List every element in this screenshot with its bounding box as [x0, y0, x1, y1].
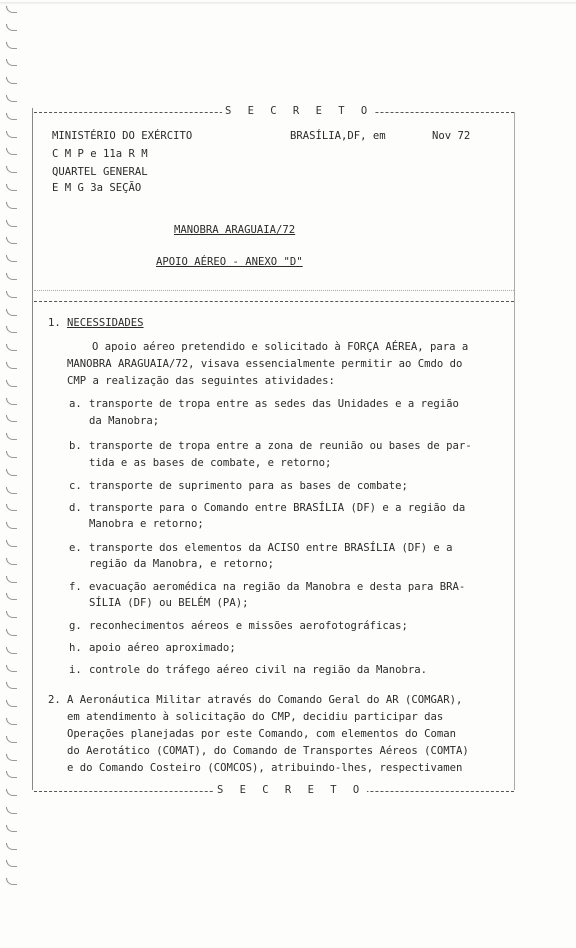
binder-hole: [6, 291, 17, 298]
binder-hole: [6, 682, 17, 689]
date-month: Nov 72: [432, 130, 471, 142]
header-line-1: MINISTÉRIO DO EXÉRCITO: [52, 130, 193, 142]
binder-hole: [6, 380, 17, 387]
item-letter: a.: [69, 398, 82, 410]
binder-hole: [6, 309, 17, 316]
item-text: reconhecimentos aéreos e missões aerofotográficas;: [89, 620, 408, 632]
binder-hole: [6, 42, 17, 49]
item-text: transporte de tropa entre a zona de reunião ou bases de par-: [89, 440, 472, 452]
binder-hole: [6, 647, 17, 654]
binder-hole: [6, 131, 17, 138]
section1-intro-line: MANOBRA ARAGUAIA/72, visava essencialmente permitir ao Cmdo do: [67, 358, 463, 370]
section2-number: 2.: [48, 694, 61, 706]
binder-hole: [6, 398, 17, 405]
binder-hole: [6, 843, 17, 850]
section1-intro-line: CMP a realização das seguintes atividades:: [67, 375, 335, 387]
binder-hole: [6, 184, 17, 191]
binder-hole: [6, 237, 17, 244]
item-letter: f.: [69, 581, 82, 593]
header-line-2: C M P e 11a R M: [52, 148, 148, 160]
place-date: BRASÍLIA,DF, em: [290, 130, 386, 142]
binder-hole: [6, 825, 17, 832]
binder-hole: [6, 718, 17, 725]
binder-hole: [6, 113, 17, 120]
section1-heading: NECESSIDADES: [67, 317, 144, 329]
binder-hole: [6, 469, 17, 476]
binder-hole: [6, 415, 17, 422]
item-letter: b.: [69, 440, 82, 452]
binder-hole: [6, 273, 17, 280]
document-title: MANOBRA ARAGUAIA/72: [174, 224, 296, 236]
item-text: tida e as bases de combate, e retorno;: [89, 457, 332, 469]
binder-hole: [6, 255, 17, 262]
separator-dotted: [34, 290, 514, 291]
binder-hole: [6, 558, 17, 565]
binder-hole: [6, 593, 17, 600]
binder-holes: [6, 6, 20, 906]
bottom-classification-stamp: S E C R E T O: [214, 784, 367, 796]
binder-hole: [6, 629, 17, 636]
frame-left-rule: [32, 108, 33, 790]
binder-hole: [6, 522, 17, 529]
binder-hole: [6, 665, 17, 672]
item-text: da Manobra;: [89, 415, 160, 427]
binder-hole: [6, 166, 17, 173]
binder-hole: [6, 24, 17, 31]
binder-hole: [6, 59, 17, 66]
binder-hole: [6, 540, 17, 547]
header-line-4: E M G 3a SEÇÃO: [52, 182, 142, 194]
section2-line: do Aerotático (COMAT), do Comando de Transportes Aéreos (COMTA): [67, 745, 469, 757]
item-text: transporte dos elementos da ACISO entre BRASÍLIA (DF) e a: [89, 542, 453, 554]
binder-hole: [6, 754, 17, 761]
section2-line: em atendimento à solicitação do CMP, decidiu participar das: [67, 711, 444, 723]
binder-hole: [6, 487, 17, 494]
binder-hole: [6, 344, 17, 351]
section2-line: A Aeronáutica Militar através do Comando Geral do AR (COMGAR),: [67, 694, 463, 706]
item-text: transporte de tropa entre as sedes das Unidades e a região: [89, 398, 459, 410]
item-letter: g.: [69, 620, 82, 632]
binder-hole: [6, 807, 17, 814]
section1-number: 1.: [48, 317, 61, 329]
section2-line: Operações planejadas por este Comando, com elementos do Coman: [67, 728, 457, 740]
item-text: transporte de suprimento para as bases de combate;: [89, 480, 408, 492]
binder-hole: [6, 860, 17, 867]
section2-line: e do Comando Costeiro (COMCOS), atribuindo-lhes, respectivamen: [67, 762, 463, 774]
binder-hole: [6, 148, 17, 155]
binder-hole: [6, 202, 17, 209]
item-letter: h.: [69, 642, 82, 654]
item-text: região da Manobra, e retorno;: [89, 558, 274, 570]
binder-hole: [6, 736, 17, 743]
separator-rule: [34, 301, 514, 302]
binder-hole: [6, 504, 17, 511]
document-subtitle: APOIO AÉREO - ANEXO "D": [156, 256, 303, 268]
item-text: evacuação aeromédica na região da Manobra e desta para BRA-: [89, 581, 466, 593]
binder-hole: [6, 771, 17, 778]
binder-hole: [6, 576, 17, 583]
binder-hole: [6, 878, 17, 885]
binder-hole: [6, 326, 17, 333]
header-line-3: QUARTEL GENERAL: [52, 166, 148, 178]
item-letter: e.: [69, 542, 82, 554]
binder-hole: [6, 611, 17, 618]
page-edge: [0, 2, 576, 5]
item-text: SÍLIA (DF) ou BELÉM (PA);: [89, 597, 249, 609]
section1-intro-line: O apoio aéreo pretendido e solicitado à FORÇA AÉREA, para a: [92, 341, 469, 353]
item-letter: c.: [69, 480, 82, 492]
item-text: controle do tráfego aéreo civil na região da Manobra.: [89, 664, 428, 676]
binder-hole: [6, 789, 17, 796]
item-text: transporte para o Comando entre BRASÍLIA (DF) e a região da: [89, 502, 466, 514]
binder-hole: [6, 362, 17, 369]
item-text: apoio aéreo aproximado;: [89, 642, 236, 654]
binder-hole: [6, 700, 17, 707]
binder-hole: [6, 220, 17, 227]
item-letter: i.: [69, 664, 82, 676]
top-classification-stamp: S E C R E T O: [222, 105, 375, 117]
binder-hole: [6, 77, 17, 84]
item-text: Manobra e retorno;: [89, 518, 204, 530]
binder-hole: [6, 95, 17, 102]
binder-hole: [6, 433, 17, 440]
frame-right-rule: [514, 112, 515, 790]
binder-hole: [6, 6, 17, 13]
binder-hole: [6, 451, 17, 458]
item-letter: d.: [69, 502, 82, 514]
